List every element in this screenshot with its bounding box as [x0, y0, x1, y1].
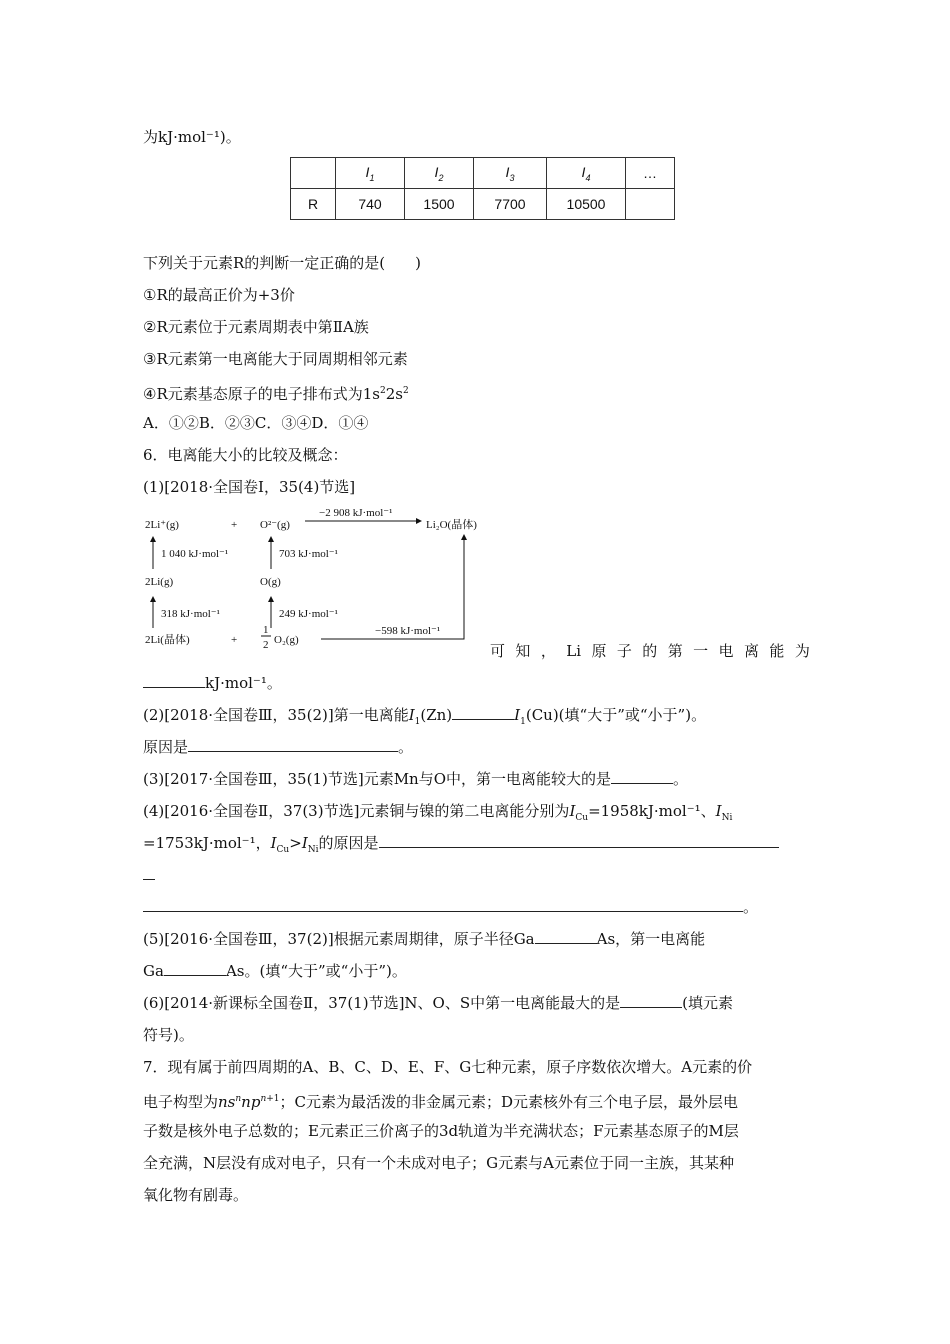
o-affinity-label: 703 kJ·mol⁻¹	[279, 548, 338, 560]
q7-line-2: 电子构型为$ns^nnp^{n+1}$；C元素为最活泼的非金属元素；D元素核外有三个电子层，最外层电	[143, 1093, 739, 1111]
answer-blank[interactable]	[620, 993, 682, 1008]
table-header-cell: $I_4$	[547, 158, 626, 189]
q6-part4-cont: =1753kJ·mol⁻¹，$I_{Cu}>I_{Ni}$的原因是	[143, 833, 779, 860]
q6-part1-head: (1)[2018·全国卷Ⅰ，35(4)节选]	[143, 478, 356, 496]
text-char: 可	[490, 642, 506, 660]
text-char: 一	[693, 642, 709, 660]
li-solid-label: 2Li(晶体)	[145, 634, 190, 646]
text-char: 知	[515, 642, 531, 660]
text-char: ，	[540, 642, 556, 660]
q6-part4-blank-cont	[143, 865, 155, 885]
fraction-denominator: 2	[263, 639, 269, 651]
table-cell: 10500	[547, 189, 626, 220]
table-header-cell: …	[626, 158, 675, 189]
answer-blank[interactable]	[535, 929, 597, 944]
text-char: Li	[566, 642, 582, 660]
table-cell: 7700	[474, 189, 547, 220]
q6-part6: (6)[2014·新课标全国卷Ⅱ，37(1)节选]N、O、S中第一电离能最大的是 (填元素	[143, 994, 733, 1012]
formation-arrow	[321, 535, 464, 639]
product-label: Li₂O(晶体)	[426, 519, 477, 531]
table-header-cell: $I_2$	[405, 158, 474, 189]
fraction-numerator: 1	[263, 624, 269, 636]
answer-blank[interactable]	[188, 737, 398, 752]
q5-choices: A．①②B．②③C．③④D．①④	[143, 414, 369, 432]
text-char: 离	[743, 642, 759, 660]
text-char: 的	[642, 642, 658, 660]
q5-statement-4: ④R元素基态原子的电子排布式为$1s^22s^2$	[143, 385, 409, 403]
li-sublimation-label: 318 kJ·mol⁻¹	[161, 608, 220, 620]
answer-blank[interactable]	[143, 897, 743, 912]
o-gas-label: O(g)	[260, 576, 281, 588]
answer-blank[interactable]	[379, 833, 779, 848]
table-header-cell	[291, 158, 336, 189]
text-char: 能	[769, 642, 785, 660]
answer-blank[interactable]	[452, 705, 514, 720]
text-char: 第	[667, 642, 683, 660]
q5-stem: 下列关于元素R的判断一定正确的是( )	[143, 254, 421, 272]
table-cell	[626, 189, 675, 220]
table-cell: 740	[336, 189, 405, 220]
answer-blank[interactable]	[164, 961, 226, 976]
formation-enthalpy-label: −598 kJ·mol⁻¹	[375, 625, 441, 637]
intro-text: 为kJ·mol⁻¹)。	[143, 128, 241, 146]
plus-sign: +	[231, 519, 238, 531]
q6-part3: (3)[2017·全国卷Ⅲ，35(1)节选]元素Mn与O中，第一电离能较大的是 。	[143, 770, 689, 788]
q5-statement-3: ③R元素第一电离能大于同周期相邻元素	[143, 350, 408, 368]
q6-part4: (4)[2016·全国卷Ⅱ，37(3)节选]元素铜与镍的第二电离能分别为$I_{Cu}=1958kJ\cdot mol^{-1}$、$I_{Ni}$	[143, 802, 733, 823]
q6-part2: (2)[2018·全国卷Ⅲ，35(2)]第一电离能$I_1(Zn)$ $I_1(Cu)$(填“大于”或“小于”)。	[143, 706, 707, 727]
ionization-energy-table	[290, 157, 675, 220]
q6-title: 6．电离能大小的比较及概念：	[143, 446, 348, 464]
o-ion-label: O²⁻(g)	[260, 519, 290, 531]
text-char: 原	[591, 642, 607, 660]
lattice-energy-label: −2 908 kJ·mol⁻¹	[319, 507, 393, 519]
q6-part5: (5)[2016·全国卷Ⅲ，37(2)]根据元素周期律，原子半径Ga As，第一电离能	[143, 930, 706, 948]
li-gas-label: 2Li(g)	[145, 576, 174, 588]
plus-sign: +	[231, 634, 238, 646]
q6-part5-cont: Ga As。(填“大于”或“小于”)。	[143, 962, 407, 980]
li-ionization-label: 1 040 kJ·mol⁻¹	[161, 548, 229, 560]
text-char: 为	[794, 642, 810, 660]
born-haber-diagram	[143, 505, 513, 655]
o-dissociation-label: 249 kJ·mol⁻¹	[279, 608, 338, 620]
text-char: 电	[718, 642, 734, 660]
table-cell: 1500	[405, 189, 474, 220]
q7-line-4: 全充满，N层没有成对电子，只有一个未成对电子；G元素与A元素位于同一主族，其某种	[143, 1154, 734, 1172]
q6-part4-blank-end: 。	[143, 897, 758, 917]
o2-label: O₂(g)	[274, 634, 299, 646]
q6-part6-cont: 符号)。	[143, 1026, 194, 1044]
answer-blank[interactable]	[611, 769, 673, 784]
q6-part2-reason: 原因是 。	[143, 738, 414, 756]
text-char: 子	[616, 642, 632, 660]
table-header-row	[291, 158, 675, 189]
answer-blank[interactable]	[143, 673, 205, 688]
q7-line-1: 7．现有属于前四周期的A、B、C、D、E、F、G七种元素，原子序数依次增大。A元素的价	[143, 1058, 753, 1076]
q7-line-3: 子数是核外电子总数的；E元素正三价离子的3d轨道为半充满状态；F元素基态原子的M层	[143, 1122, 739, 1140]
q6-part1-answer: kJ·mol⁻¹。	[143, 673, 282, 693]
table-header-cell: $I_3$	[474, 158, 547, 189]
table-row	[291, 189, 675, 220]
li-ion-label: 2Li⁺(g)	[145, 519, 179, 531]
q6-part1-tail	[490, 641, 810, 661]
q7-line-5: 氧化物有剧毒。	[143, 1186, 249, 1204]
q5-statement-1: ①R的最高正价为+3价	[143, 286, 295, 304]
table-header-cell: $I_1$	[336, 158, 405, 189]
table-row-label: R	[291, 189, 336, 220]
answer-blank[interactable]	[143, 865, 155, 880]
q5-statement-2: ②R元素位于元素周期表中第ⅡA族	[143, 318, 369, 336]
